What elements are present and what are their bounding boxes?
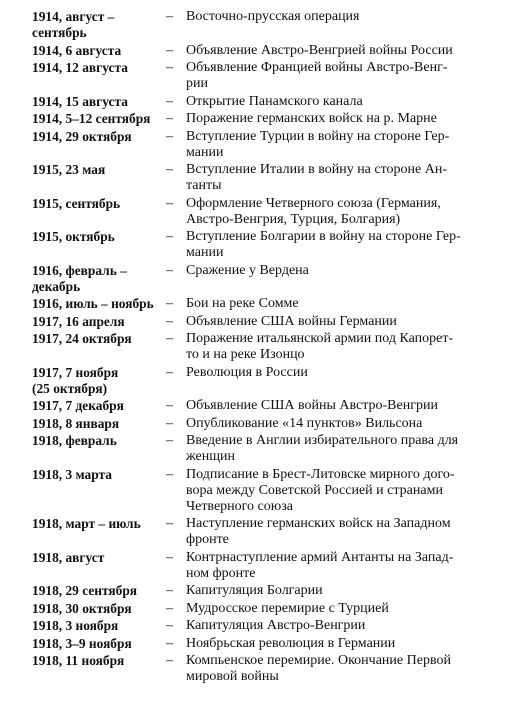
event-description: Оформление Четверного союза (Германия, Австро-Венгрия, Турция, Болгария)	[186, 195, 441, 227]
event-date: 1918, 8 января	[32, 415, 120, 431]
chronology-row	[32, 314, 472, 330]
separator-dash: –	[166, 128, 173, 144]
chronology-row	[32, 94, 472, 110]
event-description: Объявление США войны Австро-Венгрии	[186, 398, 438, 413]
event-description: Контрнаступление армий Антанты на Запад- ном фронте	[186, 549, 454, 581]
chronology-row	[32, 111, 472, 127]
event-date: 1914, 15 августа	[32, 93, 128, 109]
event-date: 1916, февраль – декабрь	[32, 262, 127, 294]
event-date: 1918, 11 ноября	[32, 653, 125, 668]
chronology-row	[32, 550, 472, 582]
event-date: 1914, 12 августа	[32, 60, 128, 75]
chronology-row	[32, 162, 472, 194]
chronology-row	[32, 398, 472, 414]
separator-dash: –	[166, 229, 173, 244]
chronology-row	[32, 9, 472, 41]
separator-dash: –	[166, 600, 173, 616]
separator-dash: –	[166, 262, 173, 278]
event-description: Поражение итальянской армии под Капорет- то и на реке Изонцо	[186, 331, 454, 362]
event-date: 1918, 3 ноября	[32, 618, 119, 633]
event-date: 1918, март – июль	[32, 516, 141, 531]
event-date: 1915, сентябрь	[32, 195, 121, 211]
chronology-row	[32, 60, 472, 92]
event-date: 1917, 7 декабря	[32, 398, 124, 413]
event-date: 1915, октябрь	[32, 229, 115, 244]
event-description: Капитуляция Австро-Венгрии	[186, 618, 366, 633]
event-description: Поражение германских войск на р. Марне	[186, 111, 437, 126]
chronology-row	[32, 467, 472, 515]
separator-dash: –	[166, 331, 173, 346]
separator-dash: –	[166, 466, 173, 482]
event-date: 1914, 29 октября	[32, 128, 132, 144]
chronology-row	[32, 229, 472, 261]
event-description: Ноябрьская революция в Германии	[186, 635, 396, 651]
separator-dash: –	[166, 60, 173, 75]
separator-dash: –	[166, 618, 173, 633]
event-date: 1914, 6 августа	[32, 42, 122, 58]
separator-dash: –	[166, 635, 173, 651]
separator-dash: –	[166, 415, 173, 431]
event-description: Вступление Турции в войну на стороне Гер- мании	[186, 128, 450, 160]
separator-dash: –	[166, 516, 173, 531]
separator-dash: –	[166, 9, 173, 24]
event-description: Бои на реке Сомме	[186, 296, 299, 311]
event-date: 1918, август	[32, 549, 105, 565]
separator-dash: –	[166, 398, 173, 413]
event-description: Вступление Италии в войну на стороне Ан- танты	[186, 162, 448, 193]
event-description: Сражение у Вердена	[186, 262, 309, 278]
chronology-row	[32, 601, 472, 617]
chronology-row	[32, 653, 472, 685]
event-date: 1918, февраль	[32, 433, 117, 448]
chronology-row	[32, 365, 472, 397]
event-date: 1916, июль – ноябрь	[32, 296, 154, 311]
separator-dash: –	[166, 549, 173, 565]
event-description: Объявление США войны Германии	[186, 313, 397, 329]
event-date: 1918, 3–9 ноября	[32, 635, 132, 651]
separator-dash: –	[166, 162, 173, 177]
chronology-table	[32, 9, 472, 687]
separator-dash: –	[166, 195, 173, 211]
event-description: Введение в Англии избирательного права для женщин	[186, 433, 459, 464]
chronology-row	[32, 263, 472, 295]
event-date: 1915, 23 мая	[32, 162, 106, 177]
separator-dash: –	[166, 93, 173, 109]
separator-dash: –	[166, 296, 173, 311]
chronology-row	[32, 196, 472, 228]
event-description: Революция в России	[186, 364, 308, 380]
event-date: 1917, 16 апреля	[32, 313, 125, 329]
chronology-row	[32, 618, 472, 634]
event-description: Открытие Панамского канала	[186, 93, 363, 109]
separator-dash: –	[166, 653, 173, 668]
event-description: Компьенское перемирие. Окончание Первой мировой войны	[186, 653, 451, 684]
chronology-row	[32, 583, 472, 599]
event-description: Объявление Австро-Венгрией войны России	[186, 42, 453, 58]
chronology-row	[32, 433, 472, 465]
event-description: Восточно-прусская операция	[186, 9, 360, 24]
event-date: 1918, 30 октября	[32, 600, 132, 616]
event-description: Вступление Болгарии в войну на стороне Гер- мании	[186, 229, 461, 260]
separator-dash: –	[166, 111, 173, 126]
event-description: Подписание в Брест-Литовске мирного дого- вора между Советской Россией и странами Четверного союза	[186, 466, 455, 514]
event-date: 1917, 7 ноября (25 октября)	[32, 364, 119, 396]
separator-dash: –	[166, 433, 173, 448]
event-description: Капитуляция Болгарии	[186, 583, 323, 598]
separator-dash: –	[166, 313, 173, 329]
chronology-row	[32, 129, 472, 161]
separator-dash: –	[166, 42, 173, 58]
chronology-row	[32, 43, 472, 59]
event-date: 1914, 5–12 сентября	[32, 111, 151, 126]
separator-dash: –	[166, 583, 173, 598]
chronology-row	[32, 331, 472, 363]
event-date: 1917, 24 октября	[32, 331, 132, 346]
event-description: Опубликование «14 пунктов» Вильсона	[186, 415, 423, 431]
event-description: Наступление германских войск на Западном фронте	[186, 516, 451, 547]
event-date: 1914, август – сентябрь	[32, 9, 115, 40]
event-description: Мудросское перемирие с Турцией	[186, 600, 389, 616]
event-date: 1918, 29 сентября	[32, 583, 138, 598]
chronology-row	[32, 516, 472, 548]
chronology-row	[32, 416, 472, 432]
event-date: 1918, 3 марта	[32, 466, 112, 482]
event-description: Объявление Францией войны Австро-Венг- рии	[186, 60, 448, 91]
chronology-row	[32, 296, 472, 312]
separator-dash: –	[166, 364, 173, 380]
chronology-row	[32, 636, 472, 652]
